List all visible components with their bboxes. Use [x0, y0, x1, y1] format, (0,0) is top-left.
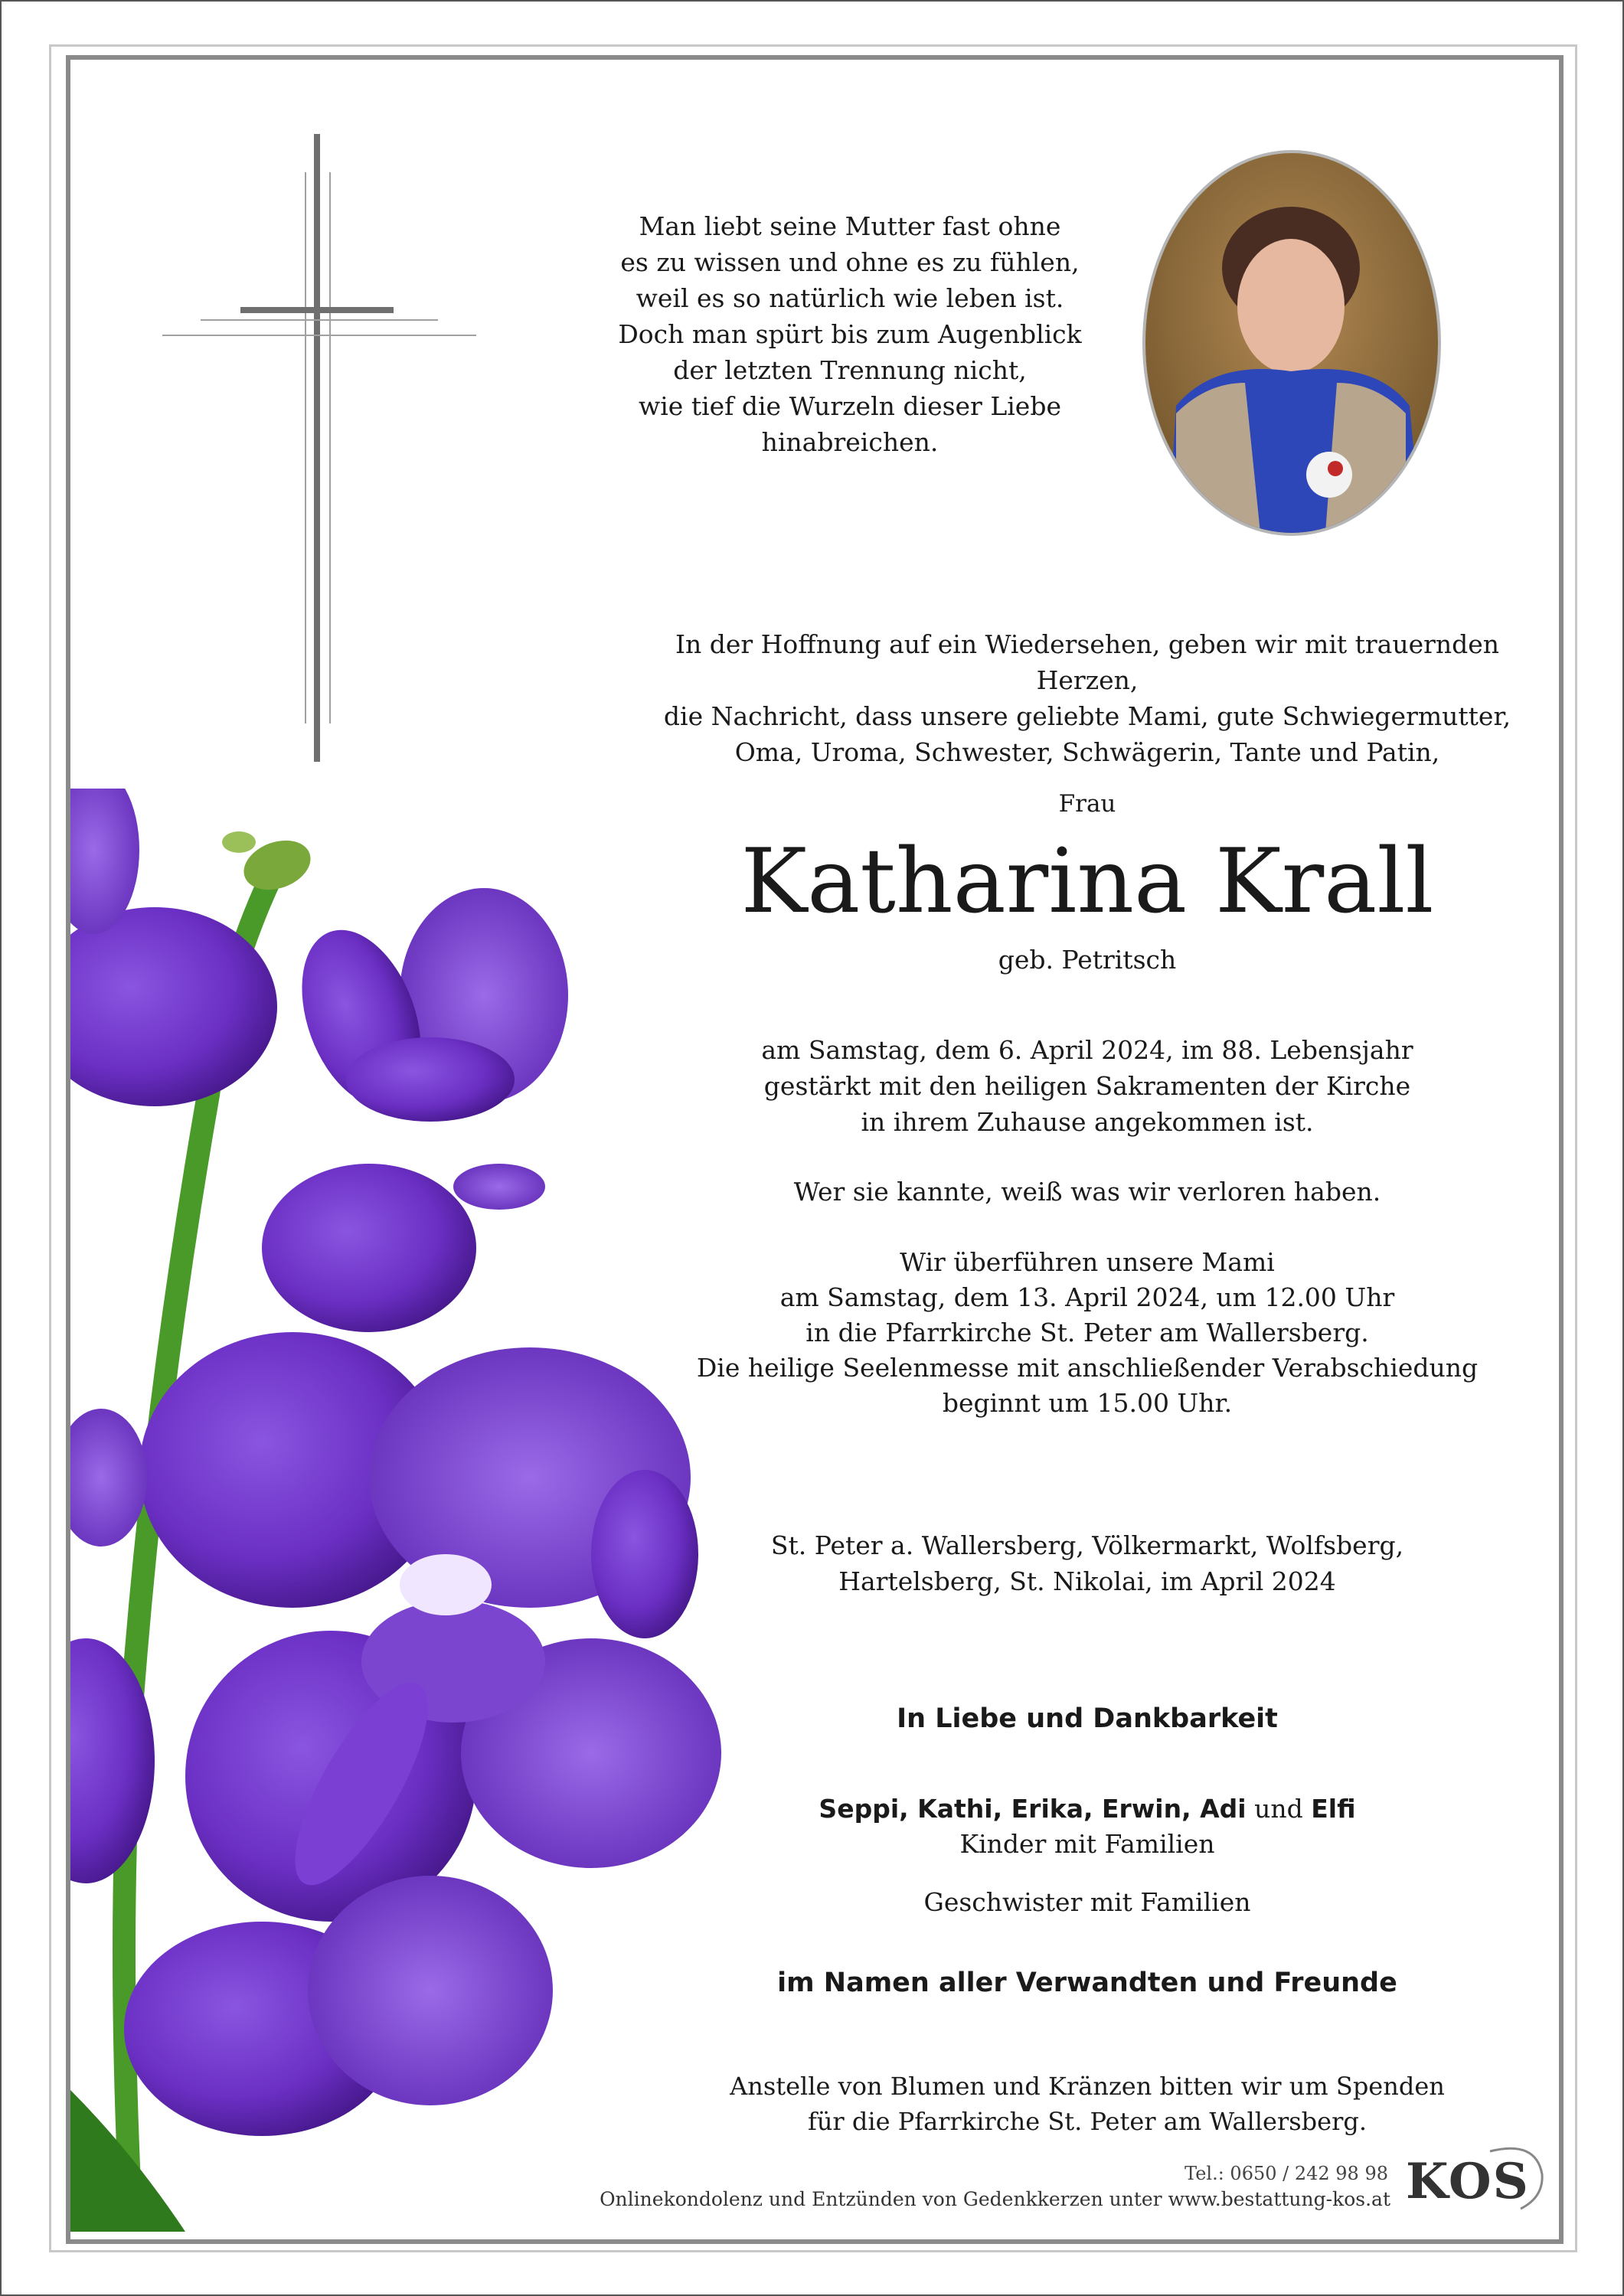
donation-request [689, 2069, 1485, 2139]
poem-line: es zu wissen und ohne es zu fühlen, [620, 247, 1080, 277]
siblings-line: Geschwister mit Familien [923, 1887, 1251, 1917]
salutation: Frau [1058, 790, 1116, 818]
child-name: Elfi [1311, 1794, 1356, 1824]
transfer-line: Die heilige Seelenmesse mit anschließender Verabschiedung [696, 1353, 1479, 1383]
cross-icon [162, 134, 476, 762]
separator: , [992, 1794, 1011, 1824]
separator: und [1246, 1794, 1312, 1824]
child-name: Kathi [917, 1794, 993, 1824]
poem [567, 208, 1133, 460]
death-notice [689, 1032, 1485, 1140]
love-gratitude: In Liebe und Dankbarkeit [897, 1703, 1278, 1734]
knew-her-line: Wer sie kannte, weiß was wir verloren haben. [793, 1177, 1381, 1207]
intro-text [636, 626, 1539, 770]
transfer-line: Wir überführen unsere Mami [900, 1247, 1275, 1277]
donation-line: Anstelle von Blumen und Kränzen bitten wir um Spenden [730, 2072, 1445, 2101]
poem-line: weil es so natürlich wie leben ist. [636, 283, 1064, 313]
poem-line: Man liebt seine Mutter fast ohne [639, 211, 1061, 241]
places-date [689, 1527, 1485, 1599]
on-behalf-line: im Namen aller Verwandten und Freunde [777, 1968, 1397, 1998]
intro-line: In der Hoffnung auf ein Wiedersehen, geben wir mit trauernden Herzen, [675, 629, 1500, 695]
transfer-line: beginnt um 15.00 Uhr. [942, 1388, 1233, 1418]
places-line: Hartelsberg, St. Nikolai, im April 2024 [838, 1566, 1336, 1596]
maiden-name: geb. Petritsch [998, 945, 1177, 975]
poem-line: wie tief die Wurzeln dieser Liebe [639, 391, 1061, 421]
separator: , [899, 1794, 918, 1824]
child-name: Erwin [1102, 1794, 1182, 1824]
portrait-photo [1142, 150, 1441, 536]
separator: , [1181, 1794, 1201, 1824]
transfer-line: am Samstag, dem 13. April 2024, um 12.00 Uhr [779, 1282, 1395, 1312]
death-line: gestärkt mit den heiligen Sakramenten der Kirche [763, 1071, 1411, 1101]
online-condolence-text: Onlinekondolenz und Entzünden von Gedenkkerzen unter www.bestattung-kos.at [600, 2188, 1390, 2210]
deceased-name: Katharina Krall [740, 830, 1434, 933]
intro-line: die Nachricht, dass unsere geliebte Mami, gute Schwiegermutter, [663, 701, 1511, 731]
child-name: Seppi [819, 1794, 900, 1824]
children-subline: Kinder mit Familien [959, 1829, 1215, 1859]
kos-logo: KOS [1406, 2153, 1530, 2210]
death-line: in ihrem Zuhause angekommen ist. [861, 1107, 1314, 1137]
poem-line: der letzten Trennung nicht, [673, 355, 1027, 385]
donation-line: für die Pfarrkirche St. Peter am Wallersberg. [807, 2107, 1367, 2136]
child-name: Erika [1011, 1794, 1083, 1824]
places-line: St. Peter a. Wallersberg, Völkermarkt, Wolfsberg, [770, 1530, 1404, 1560]
phone-number: Tel.: 0650 / 242 98 98 [1185, 2163, 1388, 2184]
funeral-details [689, 1245, 1485, 1421]
children-names [689, 1791, 1485, 1862]
children-line [689, 1791, 1485, 1827]
child-name: Adi [1200, 1794, 1247, 1824]
orchid-illustration [70, 789, 805, 2232]
separator: , [1083, 1794, 1102, 1824]
intro-line: Oma, Uroma, Schwester, Schwägerin, Tante und Patin, [734, 737, 1440, 767]
portrait-illustration [1145, 153, 1438, 533]
transfer-line: in die Pfarrkirche St. Peter am Wallersberg. [805, 1318, 1369, 1347]
poem-line: hinabreichen. [761, 427, 939, 457]
death-line: am Samstag, dem 6. April 2024, im 88. Lebensjahr [761, 1035, 1413, 1065]
poem-line: Doch man spürt bis zum Augenblick [618, 319, 1082, 349]
